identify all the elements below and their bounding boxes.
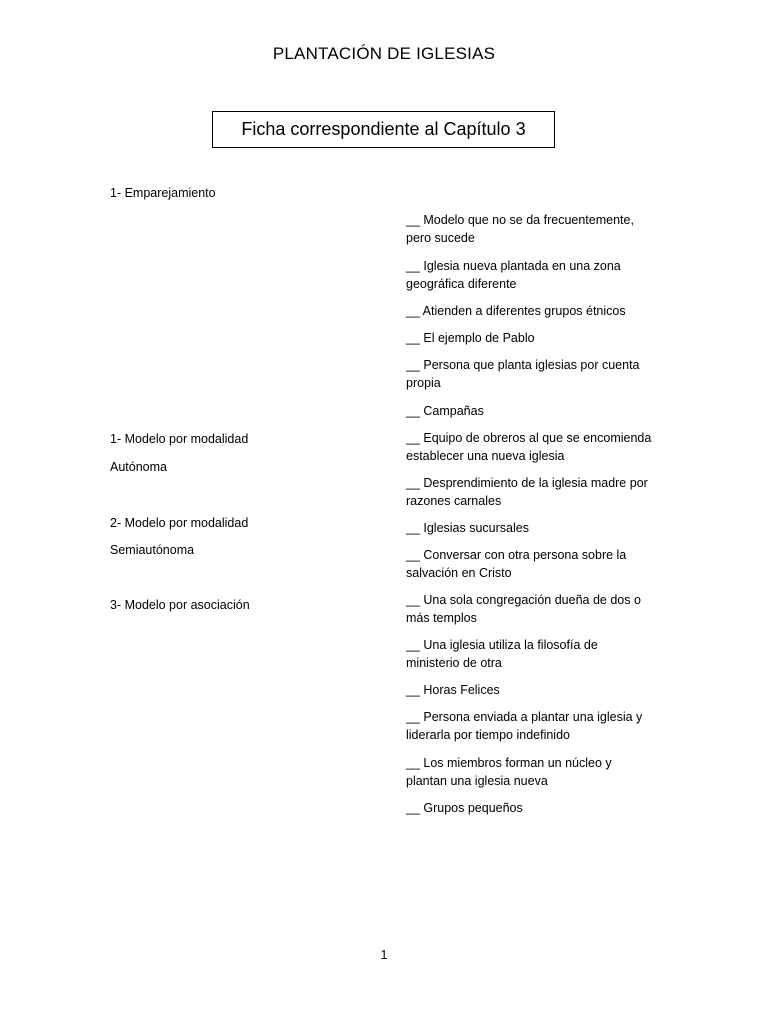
list-item: __ Persona enviada a plantar una iglesia y liderarla por tiempo indefinido (406, 710, 643, 742)
list-item: __ Iglesia nueva plantada en una zona geográfica diferente (406, 259, 621, 291)
chapter-title-box (212, 111, 555, 148)
list-item: __ Desprendimiento de la iglesia madre por razones carnales (406, 476, 648, 508)
list-item: __ Iglesias sucursales (406, 521, 529, 535)
model-sublabel: Autónoma (110, 460, 167, 474)
list-item: __ Atienden a diferentes grupos étnicos (406, 304, 626, 318)
list-item: __ Campañas (406, 404, 484, 418)
model-sublabel: Semiautónoma (110, 543, 195, 557)
list-item: __ Persona que planta iglesias por cuenta propia (406, 358, 640, 390)
section-label: 1- Emparejamiento (110, 186, 216, 200)
model-label: 1- Modelo por modalidad (110, 432, 249, 446)
model-label: 3- Modelo por asociación (110, 598, 250, 612)
page-number: 1 (380, 948, 388, 962)
list-item: __ Horas Felices (406, 683, 500, 697)
list-item: __ Una iglesia utiliza la filosofía de ministerio de otra (406, 638, 598, 670)
list-item: __ Grupos pequeños (406, 801, 523, 815)
model-item (110, 514, 248, 559)
list-item: __ Equipo de obreros al que se encomienda establecer una nueva iglesia (406, 431, 652, 463)
list-item: __ Los miembros forman un núcleo y plantan una iglesia nueva (406, 756, 612, 788)
model-label: 2- Modelo por modalidad (110, 516, 249, 530)
list-item: __ Modelo que no se da frecuentemente, pero sucede (406, 213, 634, 245)
list-item: __ Una sola congregación dueña de dos o más templos (406, 593, 641, 625)
chapter-title: Ficha correspondiente al Capítulo 3 (241, 119, 526, 139)
model-item (110, 596, 250, 614)
list-item: __ Conversar con otra persona sobre la salvación en Cristo (406, 548, 627, 580)
page-title: PLANTACIÓN DE IGLESIAS (272, 44, 496, 63)
model-item (110, 430, 248, 476)
list-item: __ El ejemplo de Pablo (406, 331, 535, 345)
